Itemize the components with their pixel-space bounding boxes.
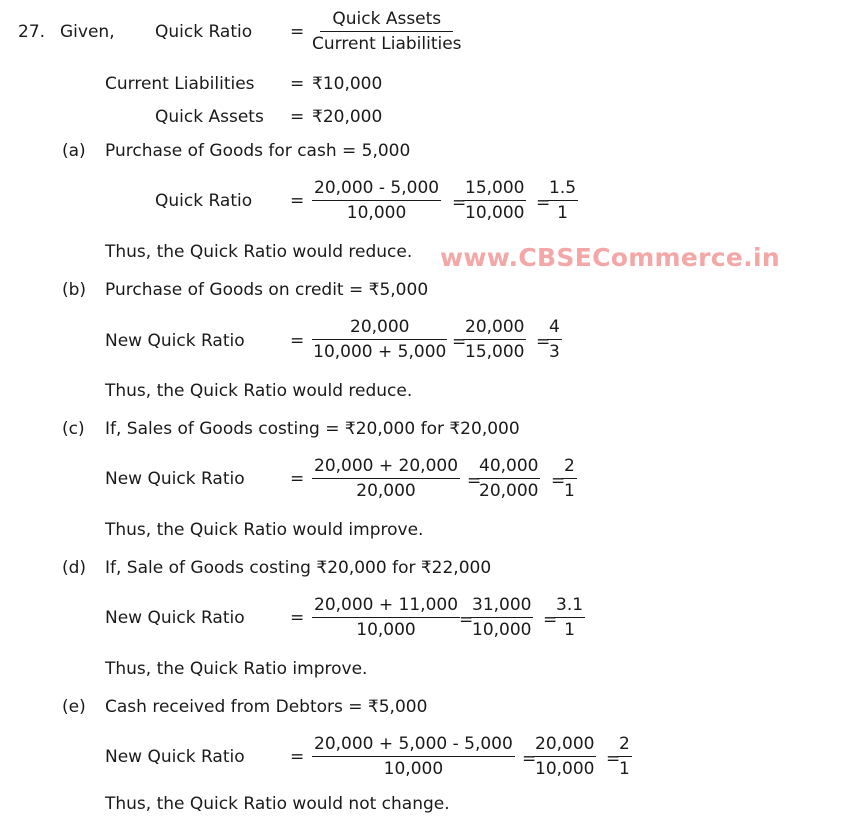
conclusion: Thus, the Quick Ratio would reduce.: [105, 381, 413, 401]
denominator: 10,000: [383, 759, 444, 779]
conclusion: Thus, the Quick Ratio would reduce.: [105, 242, 413, 262]
part-statement: Cash received from Debtors = ₹5,000: [105, 697, 428, 717]
calc-label: New Quick Ratio: [105, 331, 245, 351]
denominator: 10,000: [346, 203, 407, 223]
given-label: Given,: [60, 22, 115, 42]
numerator: 1.5: [547, 180, 578, 201]
watermark: www.CBSECommerce.in: [440, 243, 780, 272]
question-number: 27.: [18, 22, 46, 42]
numerator: 40,000: [477, 458, 540, 479]
denominator: 10,000 + 5,000: [313, 342, 447, 362]
fraction-result: [547, 180, 578, 222]
part-statement: Purchase of Goods on credit = ₹5,000: [105, 280, 429, 300]
denominator: 10,000: [356, 620, 416, 640]
equals-sign: =: [551, 471, 566, 491]
calc-label: New Quick Ratio: [105, 469, 245, 489]
numerator: 31,000: [470, 597, 533, 618]
equals-sign: =: [290, 608, 305, 628]
formula-denominator: Current Liabilities: [312, 34, 462, 54]
numerator: 20,000 + 5,000 - 5,000: [312, 736, 515, 757]
equals-sign: =: [290, 107, 305, 127]
denominator: 20,000: [479, 481, 539, 501]
numerator: 20,000 + 20,000: [312, 458, 460, 479]
numerator: 20,000: [312, 319, 447, 340]
fraction-step-1: [312, 458, 460, 500]
conclusion: Thus, the Quick Ratio would improve.: [105, 520, 424, 540]
part-tag: (d): [62, 558, 87, 578]
numerator: 15,000: [463, 180, 526, 201]
fraction-result: [617, 736, 632, 778]
equals-sign: =: [452, 332, 467, 352]
fraction-step-1: [312, 319, 447, 361]
denominator: 10,000: [472, 620, 532, 640]
fraction-step-1: [312, 736, 515, 778]
fraction-step-2: [463, 180, 526, 222]
equals-sign: =: [543, 610, 558, 630]
fraction-step-2: [463, 319, 526, 361]
numerator: 2: [617, 736, 632, 757]
part-statement: Purchase of Goods for cash = 5,000: [105, 141, 411, 161]
numerator: 20,000: [463, 319, 526, 340]
denominator: 15,000: [465, 342, 525, 362]
fraction-result: [562, 458, 577, 500]
equals-sign: =: [467, 471, 482, 491]
part-tag: (a): [62, 141, 86, 161]
equals-sign: =: [290, 191, 305, 211]
part-tag: (c): [62, 419, 85, 439]
denominator: 1: [557, 203, 568, 223]
equals-sign: =: [290, 469, 305, 489]
denominator: 20,000: [356, 481, 416, 501]
given-current-liabilities-value: ₹10,000: [312, 74, 383, 94]
equals-sign: =: [290, 331, 305, 351]
fraction-step-2: [470, 597, 533, 639]
denominator: 10,000: [465, 203, 525, 223]
numerator: 20,000 - 5,000: [312, 180, 441, 201]
equals-sign: =: [459, 610, 474, 630]
denominator: 1: [564, 481, 575, 501]
part-tag: (b): [62, 280, 87, 300]
calc-label: Quick Ratio: [155, 191, 253, 211]
numerator: 20,000: [533, 736, 596, 757]
denominator: 3: [549, 342, 560, 362]
formula-label: Quick Ratio: [155, 22, 253, 42]
part-statement: If, Sale of Goods costing ₹20,000 for ₹22,000: [105, 558, 492, 578]
denominator: 1: [564, 620, 575, 640]
conclusion: Thus, the Quick Ratio improve.: [105, 659, 368, 679]
equals-sign: =: [452, 193, 467, 213]
formula-numerator: Quick Assets: [320, 11, 453, 32]
numerator: 20,000 + 11,000: [312, 597, 460, 618]
equals-sign: =: [536, 193, 551, 213]
numerator: 3.1: [554, 597, 585, 618]
fraction-step-2: [533, 736, 596, 778]
fraction-result: [554, 597, 585, 639]
numerator: 2: [562, 458, 577, 479]
equals-sign: =: [522, 749, 537, 769]
part-statement: If, Sales of Goods costing = ₹20,000 for ₹20,000: [105, 419, 520, 439]
equals-sign: =: [536, 332, 551, 352]
equals-sign: =: [290, 74, 305, 94]
equals-sign: =: [606, 749, 621, 769]
equals-sign: =: [290, 22, 305, 42]
denominator: 10,000: [535, 759, 595, 779]
given-quick-assets-label: Quick Assets: [155, 107, 264, 127]
quick-ratio-formula: [312, 11, 462, 53]
fraction-step-1: [312, 180, 441, 222]
equals-sign: =: [290, 747, 305, 767]
fraction-step-2: [477, 458, 540, 500]
conclusion: Thus, the Quick Ratio would not change.: [105, 794, 450, 814]
numerator: 4: [547, 319, 562, 340]
part-tag: (e): [62, 697, 86, 717]
fraction-result: [547, 319, 562, 361]
given-quick-assets-value: ₹20,000: [312, 107, 383, 127]
given-current-liabilities-label: Current Liabilities: [105, 74, 255, 94]
fraction-step-1: [312, 597, 460, 639]
calc-label: New Quick Ratio: [105, 608, 245, 628]
calc-label: New Quick Ratio: [105, 747, 245, 767]
denominator: 1: [619, 759, 630, 779]
